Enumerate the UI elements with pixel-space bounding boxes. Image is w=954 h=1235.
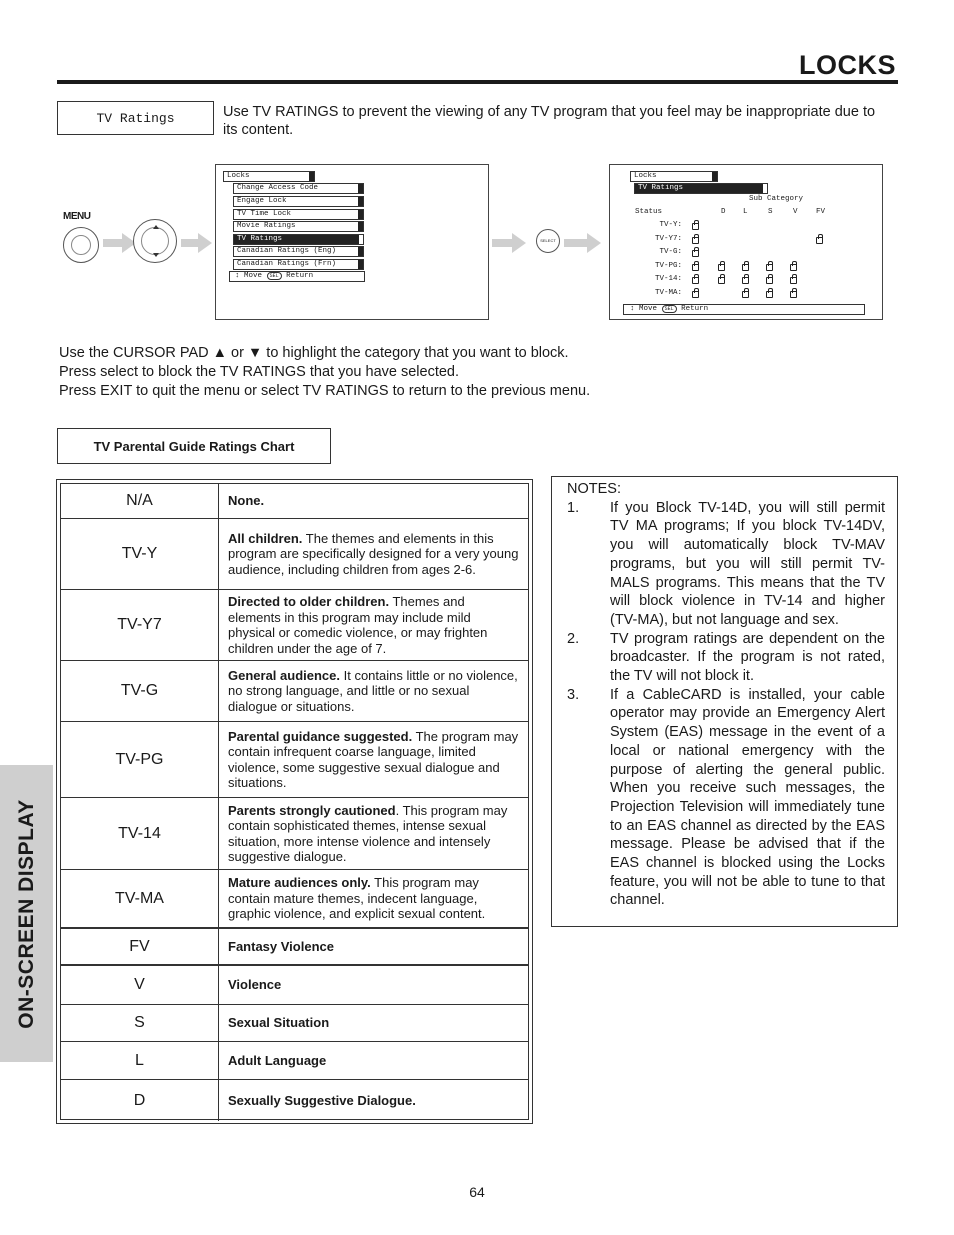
note-number: 1. [567,499,580,516]
notes-heading: NOTES: [567,481,621,497]
rating-description-bold: Sexual Situation [228,1015,330,1031]
note-number: 2. [567,630,580,647]
flow-arrow-icon [587,233,601,253]
menu-label: MENU [63,211,91,222]
title-rule [57,80,898,84]
osd-column-header: FV [816,208,826,216]
rating-code: N/A [61,484,219,518]
rating-code: TV-Y7 [61,590,219,660]
menu-button-icon [63,227,99,263]
side-tab-label: ON-SCREEN DISPLAY [14,798,38,1029]
osd-footer: ↕ Move SEL Return [229,271,365,282]
rating-description-text: The program may contain infrequent coarse language, limited violence, some suggestive sexual dialogue and situations. [228,728,519,790]
rating-description [228,870,520,927]
lock-icon [742,291,749,298]
osd-column-header: D [721,208,726,216]
rating-description [228,722,520,797]
osd-menu-item: Change Access Code [233,183,364,194]
notes-box [551,476,898,927]
osd-tv-ratings-menu [609,164,883,320]
cursor-down-icon [153,253,159,257]
note-item [567,686,885,910]
rating-description-bold: Adult Language [228,1052,327,1068]
osd-menu-item: Canadian Ratings (Eng) [233,246,364,257]
rating-description [228,590,520,660]
osd-rating-label: TV-Y: [659,221,682,229]
rating-description [228,661,520,721]
rating-code: V [61,966,219,1004]
select-label: SELECT [540,238,556,243]
note-text: If a CableCARD is installed, your cable operator may provide an Emergency Alert System (EAS) message in the event of a local or national emergency with the purpose of alerting the general public. When you receive such messages, the Projection Television will immediately tune to an EAS channel as directed by the EAS message. Please be advised that if the EAS channel is blocked using the Locks feature, you will not be able to tune to that channel. [610,686,885,909]
rating-row [61,929,528,966]
rating-row [61,966,528,1005]
lock-icon [766,264,773,271]
page-title: LOCKS [799,50,896,80]
rating-description-bold: Directed to older children. [228,594,390,609]
osd-column-header: S [768,208,773,216]
note-text: If you Block TV-14D, you will still permit TV MA programs; If you block TV-14DV, you will automatically block TV-MAV programs, but you will still permit TV-MALS programs. This means that the TV will block violence in TV-14 and higher (TV-MA), but not language and sex. [610,499,885,628]
rating-code: TV-G [61,661,219,721]
chart-title: TV Parental Guide Ratings Chart [93,438,295,454]
instruction-line: Press select to block the TV RATINGS that you have selected. [59,364,460,380]
rating-description-text: . This program may contain sophisticated themes, intense sexual situation, more intense violence and intensely suggestive dialogue. [228,802,508,864]
rating-code: FV [61,929,219,964]
rating-description-bold: Violence [228,977,282,993]
lock-icon [692,237,699,244]
lock-icon [790,277,797,284]
rating-description [228,519,520,589]
rating-description [228,1005,520,1041]
sel-icon: SEL [267,272,282,280]
note-number: 3. [567,686,580,703]
osd-rating-label: TV-Y7: [654,234,682,243]
lock-icon [816,237,823,244]
note-item [567,499,885,630]
lock-icon [692,250,699,257]
osd-rating-label: TV-MA: [654,288,682,297]
lock-icon [766,291,773,298]
lock-icon [718,277,725,284]
lock-icon [718,264,725,271]
rating-code: TV-MA [61,870,219,927]
rating-description [228,929,520,964]
rating-code: D [61,1080,219,1121]
instruction-line: Press EXIT to quit the menu or select TV RATINGS to return to the previous menu. [59,383,591,399]
rating-code: S [61,1005,219,1041]
rating-description [228,966,520,1004]
rating-description-bold: None. [228,493,265,509]
osd-footer: ↕ Move SEL Return [623,304,865,315]
tv-ratings-label: TV Ratings [96,110,175,126]
rating-row [61,870,528,929]
rating-description-bold: Parents strongly cautioned [228,802,396,818]
rating-description-bold: Sexually Suggestive Dialogue. [228,1092,416,1108]
rating-description [228,484,520,518]
osd-rating-label: TV-G: [659,248,682,256]
side-tab [0,765,53,1062]
rating-row [61,1005,528,1042]
osd-title-bar: Locks [630,171,718,182]
osd-menu-item: Canadian Ratings (Frn) [233,259,364,270]
move-arrows-icon: ↕ [235,272,240,280]
rating-code: TV-PG [61,722,219,797]
osd-rating-label: TV-14: [654,275,682,283]
rating-code: L [61,1042,219,1079]
lock-icon [692,223,699,230]
rating-row [61,1042,528,1080]
lock-icon [790,291,797,298]
rating-description [228,798,520,869]
rating-row [61,661,528,722]
flow-arrow-icon [512,233,526,253]
rating-description-text: This program may contain mature themes, indecent language, graphic violence, and explicit sexual content. [228,875,486,922]
instructions [59,344,590,401]
chart-title-box [57,428,331,464]
osd-column-header: V [793,208,798,216]
lock-icon [692,264,699,271]
rating-description-text: It contains little or no violence, no strong language, and little or no sexual dialogue or situations. [228,667,518,714]
ratings-table-inner [60,483,529,1120]
rating-row [61,722,528,798]
osd-status-label: Status [635,208,663,216]
ratings-table [56,479,533,1124]
rating-description-bold: General audience. [228,667,340,683]
lock-icon [742,277,749,284]
rating-row [61,519,528,590]
rating-row [61,590,528,661]
page-number: 64 [469,1184,485,1200]
rating-description-bold: All children. [228,530,303,546]
lock-icon [742,264,749,271]
move-arrows-icon: ↕ [630,305,635,313]
intro-text: Use TV RATINGS to prevent the viewing of any TV program that you feel may be inappropriate due to its content. [223,104,876,138]
osd-menu-item: TV Time Lock [233,209,364,220]
rating-code: TV-14 [61,798,219,869]
osd-subtitle-bar: TV Ratings [634,183,768,194]
rating-row [61,1080,528,1121]
note-item [567,630,885,686]
osd-column-header: L [743,208,748,216]
rating-description [228,1042,520,1079]
rating-code: TV-Y [61,519,219,589]
cursor-pad-icon [133,219,177,263]
lock-icon [692,277,699,284]
osd-title: Locks [227,172,250,180]
sel-icon: SEL [662,305,677,313]
flow-arrow-shaft [564,239,589,247]
rating-description-text: The themes and elements in this program are specifically designed for a very young audience, including children from ages 2-6. [228,530,519,577]
rating-row [61,484,528,519]
osd-title-bar [223,171,315,182]
select-button-icon [536,229,560,253]
rating-description [228,1080,520,1121]
osd-rating-label: TV-PG: [654,261,682,270]
tv-ratings-label-box [57,101,214,135]
osd-sub-category: Sub Category [749,195,804,203]
osd-menu-item: Movie Ratings [233,221,364,232]
flow-arrow-icon [198,233,212,253]
rating-description-bold: Fantasy Violence [228,938,334,954]
flow-arrow-shaft [492,239,514,247]
rating-description-text: Themes and elements in this program may include mild physical or comedic violence, or may frighten children under the age of 7. [228,594,488,656]
lock-icon [790,264,797,271]
flow-arrow-shaft [103,239,124,247]
osd-locks-menu [215,164,489,320]
lock-icon [766,277,773,284]
instruction-line: Use the CURSOR PAD ▲ or ▼ to highlight the category that you want to block. [59,345,569,361]
rating-description-bold: Parental guidance suggested. [228,728,413,744]
note-text: TV program ratings are dependent on the broadcaster. If the program is not rated, the TV will not block it. [610,630,885,685]
rating-description-bold: Mature audiences only. [228,875,371,891]
rating-row [61,798,528,870]
lock-icon [692,291,699,298]
cursor-up-icon [153,225,159,229]
osd-menu-item: Engage Lock [233,196,364,207]
osd-menu-item-selected: TV Ratings [233,234,364,245]
